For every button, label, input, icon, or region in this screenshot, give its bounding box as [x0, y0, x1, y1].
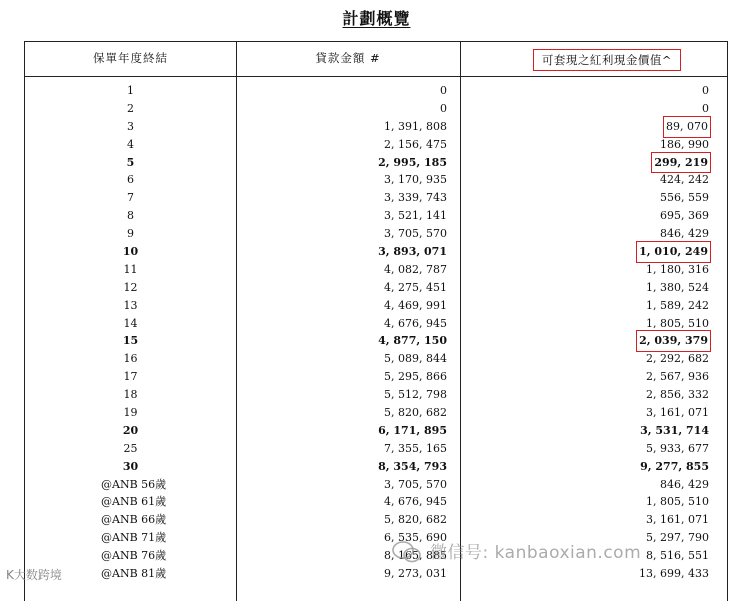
- cell-policy-year: 14: [123, 316, 138, 330]
- table-row: [25, 154, 727, 172]
- cell-policy-year: @ANB 56歲: [101, 477, 167, 491]
- cell-loan-amount: 3, 521, 141: [384, 209, 447, 223]
- cell-policy-year: 15: [122, 334, 139, 348]
- cell-policy-year: 18: [123, 388, 138, 402]
- cell-cash-value: 3, 161, 071: [646, 406, 709, 420]
- cell-policy-year: 4: [127, 137, 134, 151]
- cell-policy-year: 13: [123, 298, 138, 312]
- cell-policy-year: 11: [123, 262, 138, 276]
- table-row: [25, 476, 727, 494]
- table-row: [25, 225, 727, 243]
- cell-policy-year: 19: [123, 406, 138, 420]
- cell-policy-year: @ANB 76歲: [101, 549, 167, 563]
- header-cash-value: 可套現之紅利現金價值^: [533, 49, 681, 71]
- cell-policy-year: 30: [122, 459, 139, 473]
- cell-cash-value-highlighted: 299, 219: [653, 154, 709, 172]
- cell-cash-value: 3, 531, 714: [640, 423, 709, 437]
- cell-loan-amount: 3, 170, 935: [384, 173, 447, 187]
- table-row: [25, 118, 727, 136]
- cell-policy-year: 20: [122, 423, 139, 437]
- cell-cash-value: 5, 297, 790: [646, 531, 709, 545]
- cell-cash-value: 2, 856, 332: [646, 388, 709, 402]
- cell-cash-value: 846, 429: [660, 477, 709, 491]
- cell-policy-year: @ANB 61歲: [101, 495, 167, 509]
- cell-policy-year: 9: [127, 227, 134, 241]
- table-row: [25, 297, 727, 315]
- cell-cash-value: 8, 516, 551: [646, 549, 709, 563]
- cell-policy-year: 1: [127, 84, 134, 97]
- cell-policy-year: 10: [122, 245, 139, 259]
- cell-policy-year: 5: [126, 155, 135, 169]
- cell-policy-year: 8: [127, 209, 134, 223]
- cell-policy-year: 3: [127, 119, 134, 133]
- cell-loan-amount: 0: [440, 101, 447, 115]
- cell-cash-value-highlighted: 89, 070: [665, 118, 709, 136]
- cell-cash-value: 0: [702, 101, 709, 115]
- cell-cash-value: 1, 805, 510: [646, 495, 709, 509]
- table-body: [25, 82, 727, 583]
- cell-policy-year: 17: [123, 370, 138, 384]
- cell-loan-amount: 3, 893, 071: [378, 245, 447, 259]
- cell-cash-value-highlighted: 2, 039, 379: [638, 332, 709, 350]
- cell-cash-value: 0: [702, 84, 709, 97]
- cell-cash-value: 5, 933, 677: [646, 441, 709, 455]
- cell-cash-value: 1, 805, 510: [646, 316, 709, 330]
- table-row: [25, 332, 727, 350]
- cell-loan-amount: 2, 995, 185: [378, 155, 447, 169]
- cell-policy-year: 6: [127, 173, 134, 187]
- table-row: [25, 440, 727, 458]
- cell-loan-amount: 4, 275, 451: [384, 280, 447, 294]
- cell-policy-year: @ANB 81歲: [101, 567, 167, 581]
- table-header: [25, 42, 727, 77]
- cell-loan-amount: 4, 877, 150: [378, 334, 447, 348]
- cell-loan-amount: 8, 165, 885: [384, 549, 447, 563]
- cell-policy-year: @ANB 66歲: [101, 513, 167, 527]
- cell-loan-amount: 3, 705, 570: [384, 227, 447, 241]
- cell-policy-year: 7: [127, 191, 134, 205]
- cell-policy-year: 2: [127, 101, 134, 115]
- cell-policy-year: 12: [123, 280, 138, 294]
- cell-loan-amount: 0: [440, 84, 447, 97]
- table-row: [25, 422, 727, 440]
- cell-cash-value: 556, 559: [660, 191, 709, 205]
- table-row: [25, 82, 727, 100]
- table-row: [25, 368, 727, 386]
- cell-loan-amount: 5, 512, 798: [384, 388, 447, 402]
- cell-loan-amount: 1, 391, 808: [384, 119, 447, 133]
- cell-cash-value: 1, 380, 524: [646, 280, 709, 294]
- cell-loan-amount: 7, 355, 165: [384, 441, 447, 455]
- cell-loan-amount: 3, 705, 570: [384, 477, 447, 491]
- corner-watermark: K大数跨境: [6, 568, 62, 582]
- table-row: [25, 493, 727, 511]
- cell-policy-year: 25: [123, 441, 138, 455]
- cell-loan-amount: 5, 820, 682: [384, 513, 447, 527]
- table-row: [25, 100, 727, 118]
- cell-cash-value: 3, 161, 071: [646, 513, 709, 527]
- cell-cash-value: 424, 242: [660, 173, 709, 187]
- table-row: [25, 350, 727, 368]
- cell-loan-amount: 5, 295, 866: [384, 370, 447, 384]
- cell-cash-value: 695, 369: [660, 209, 709, 223]
- cell-loan-amount: 4, 469, 991: [384, 298, 447, 312]
- table-row: [25, 189, 727, 207]
- table-row: [25, 207, 727, 225]
- table-row: [25, 279, 727, 297]
- cell-cash-value: 9, 277, 855: [640, 459, 709, 473]
- wechat-watermark: 微信号: kanbaoxian.com: [430, 543, 642, 563]
- table-row: [25, 171, 727, 189]
- cell-cash-value-highlighted: 1, 010, 249: [638, 243, 709, 261]
- cell-loan-amount: 4, 676, 945: [384, 495, 447, 509]
- table-row: [25, 511, 727, 529]
- table-row: [25, 261, 727, 279]
- header-loan-amount: 貸款金額 #: [315, 51, 381, 65]
- wechat-logo-icon: [392, 540, 422, 564]
- cell-loan-amount: 8, 354, 793: [378, 459, 447, 473]
- table-row: [25, 458, 727, 476]
- plan-overview-table: [24, 41, 728, 601]
- cell-loan-amount: 4, 676, 945: [384, 316, 447, 330]
- cell-cash-value: 186, 990: [660, 137, 709, 151]
- cell-cash-value: 2, 567, 936: [646, 370, 709, 384]
- table-row: [25, 315, 727, 333]
- cell-cash-value: 2, 292, 682: [646, 352, 709, 366]
- table-row: [25, 565, 727, 583]
- page-title: 計劃概覽: [342, 9, 411, 28]
- table-row: [25, 136, 727, 154]
- table-row: [25, 404, 727, 422]
- cell-cash-value: 846, 429: [660, 227, 709, 241]
- cell-cash-value: 1, 589, 242: [646, 298, 709, 312]
- cell-cash-value: 1, 180, 316: [646, 262, 709, 276]
- table-row: [25, 386, 727, 404]
- header-policy-year: 保單年度終結: [93, 51, 168, 65]
- cell-policy-year: @ANB 71歲: [101, 531, 167, 545]
- cell-loan-amount: 6, 535, 690: [384, 531, 447, 545]
- cell-loan-amount: 6, 171, 895: [378, 423, 447, 437]
- cell-cash-value: 13, 699, 433: [639, 567, 709, 581]
- cell-loan-amount: 4, 082, 787: [384, 262, 447, 276]
- cell-loan-amount: 9, 273, 031: [384, 567, 447, 581]
- cell-policy-year: 16: [123, 352, 138, 366]
- cell-loan-amount: 3, 339, 743: [384, 191, 447, 205]
- cell-loan-amount: 5, 820, 682: [384, 406, 447, 420]
- table-row: [25, 243, 727, 261]
- cell-loan-amount: 2, 156, 475: [384, 137, 447, 151]
- cell-loan-amount: 5, 089, 844: [384, 352, 447, 366]
